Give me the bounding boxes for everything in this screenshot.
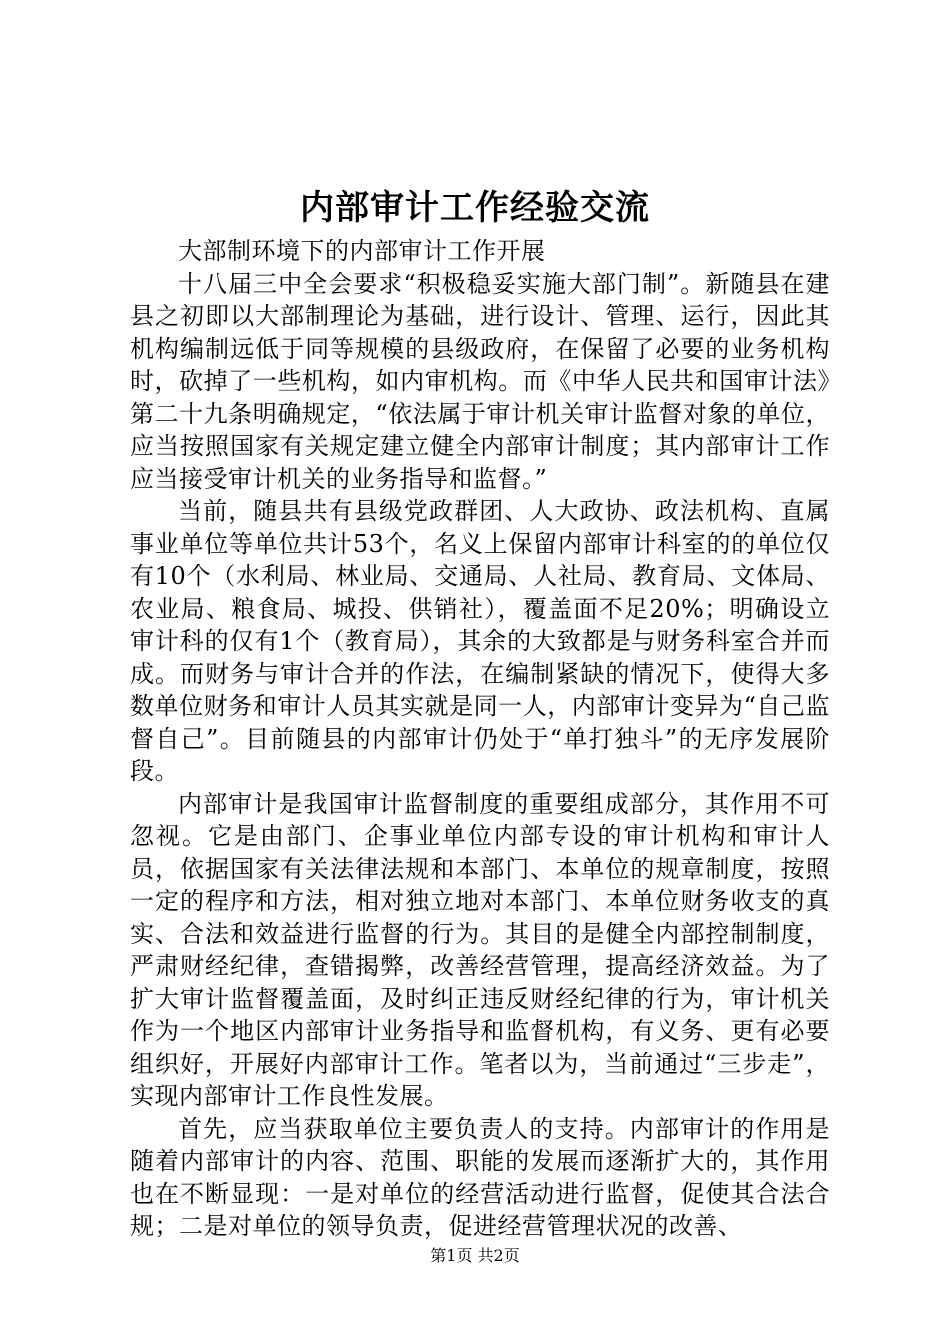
body-paragraph: 当前，随县共有县级党政群团、人大政协、政法机构、直属事业单位等单位共计53个，名义上保留内部审计科室的的单位仅有10个（水利局、林业局、交通局、人社局、教育局、文体局、农业局、粮食局、城投、供销社），覆盖面不足20%；明确设立审计科的仅有1个（教育局），其余的大致都是与财务科室合并而成。而财务与审计合并的作法，在编制紧缺的情况下，使得大多数单位财务和审计人员其实就是同一人，内部审计变异为“自己监督自己”。目前随县的内部审计仍处于“单打独斗”的无序发展阶段。: [130, 497, 830, 785]
document-title: 内部审计工作经验交流: [300, 188, 650, 228]
body-paragraph: 内部审计是我国审计监督制度的重要组成部分，其作用不可忽视。它是由部门、企事业单位内部专设的审计机构和审计人员，依据国家有关法律法规和本部门、本单位的规章制度，按照一定的程序和方法，相对独立地对本部门、本单位财务收支的真实、合法和效益进行监督的行为。其目的是健全内部控制制度，严肃财经纪律，查错揭弊，改善经营管理，提高经济效益。为了扩大审计监督覆盖面，及时纠正违反财经纪律的行为，审计机关作为一个地区内部审计业务指导和监督机构，有义务、更有必要组织好，开展好内部审计工作。笔者以为，当前通过“三步走”，实现内部审计工作良性发展。: [130, 789, 830, 1110]
document-body: [130, 235, 830, 1243]
body-paragraph: 首先，应当获取单位主要负责人的支持。内部审计的作用是随着内部审计的内容、范围、职能的发展而逐渐扩大的，其作用也在不断显现：一是对单位的经营活动进行监督，促使其合法合规；二是对单位的领导负责，促进经营管理状况的改善、: [130, 1114, 830, 1240]
subtitle-paragraph: 大部制环境下的内部审计工作开展: [178, 237, 546, 265]
body-paragraph: 十八届三中全会要求“积极稳妥实施大部门制”。新随县在建县之初即以大部制理论为基础，进行设计、管理、运行，因此其机构编制远低于同等规模的县级政府，在保留了必要的业务机构时，砍掉了一些机构，如内审机构。而《中华人民共和国审计法》第二十九条明确规定，“依法属于审计机关审计监督对象的单位，应当按照国家有关规定建立健全内部审计制度；其内部审计工作应当接受审计机关的业务指导和监督。”: [130, 269, 830, 493]
page-footer: 第1页 共2页: [430, 1246, 520, 1265]
